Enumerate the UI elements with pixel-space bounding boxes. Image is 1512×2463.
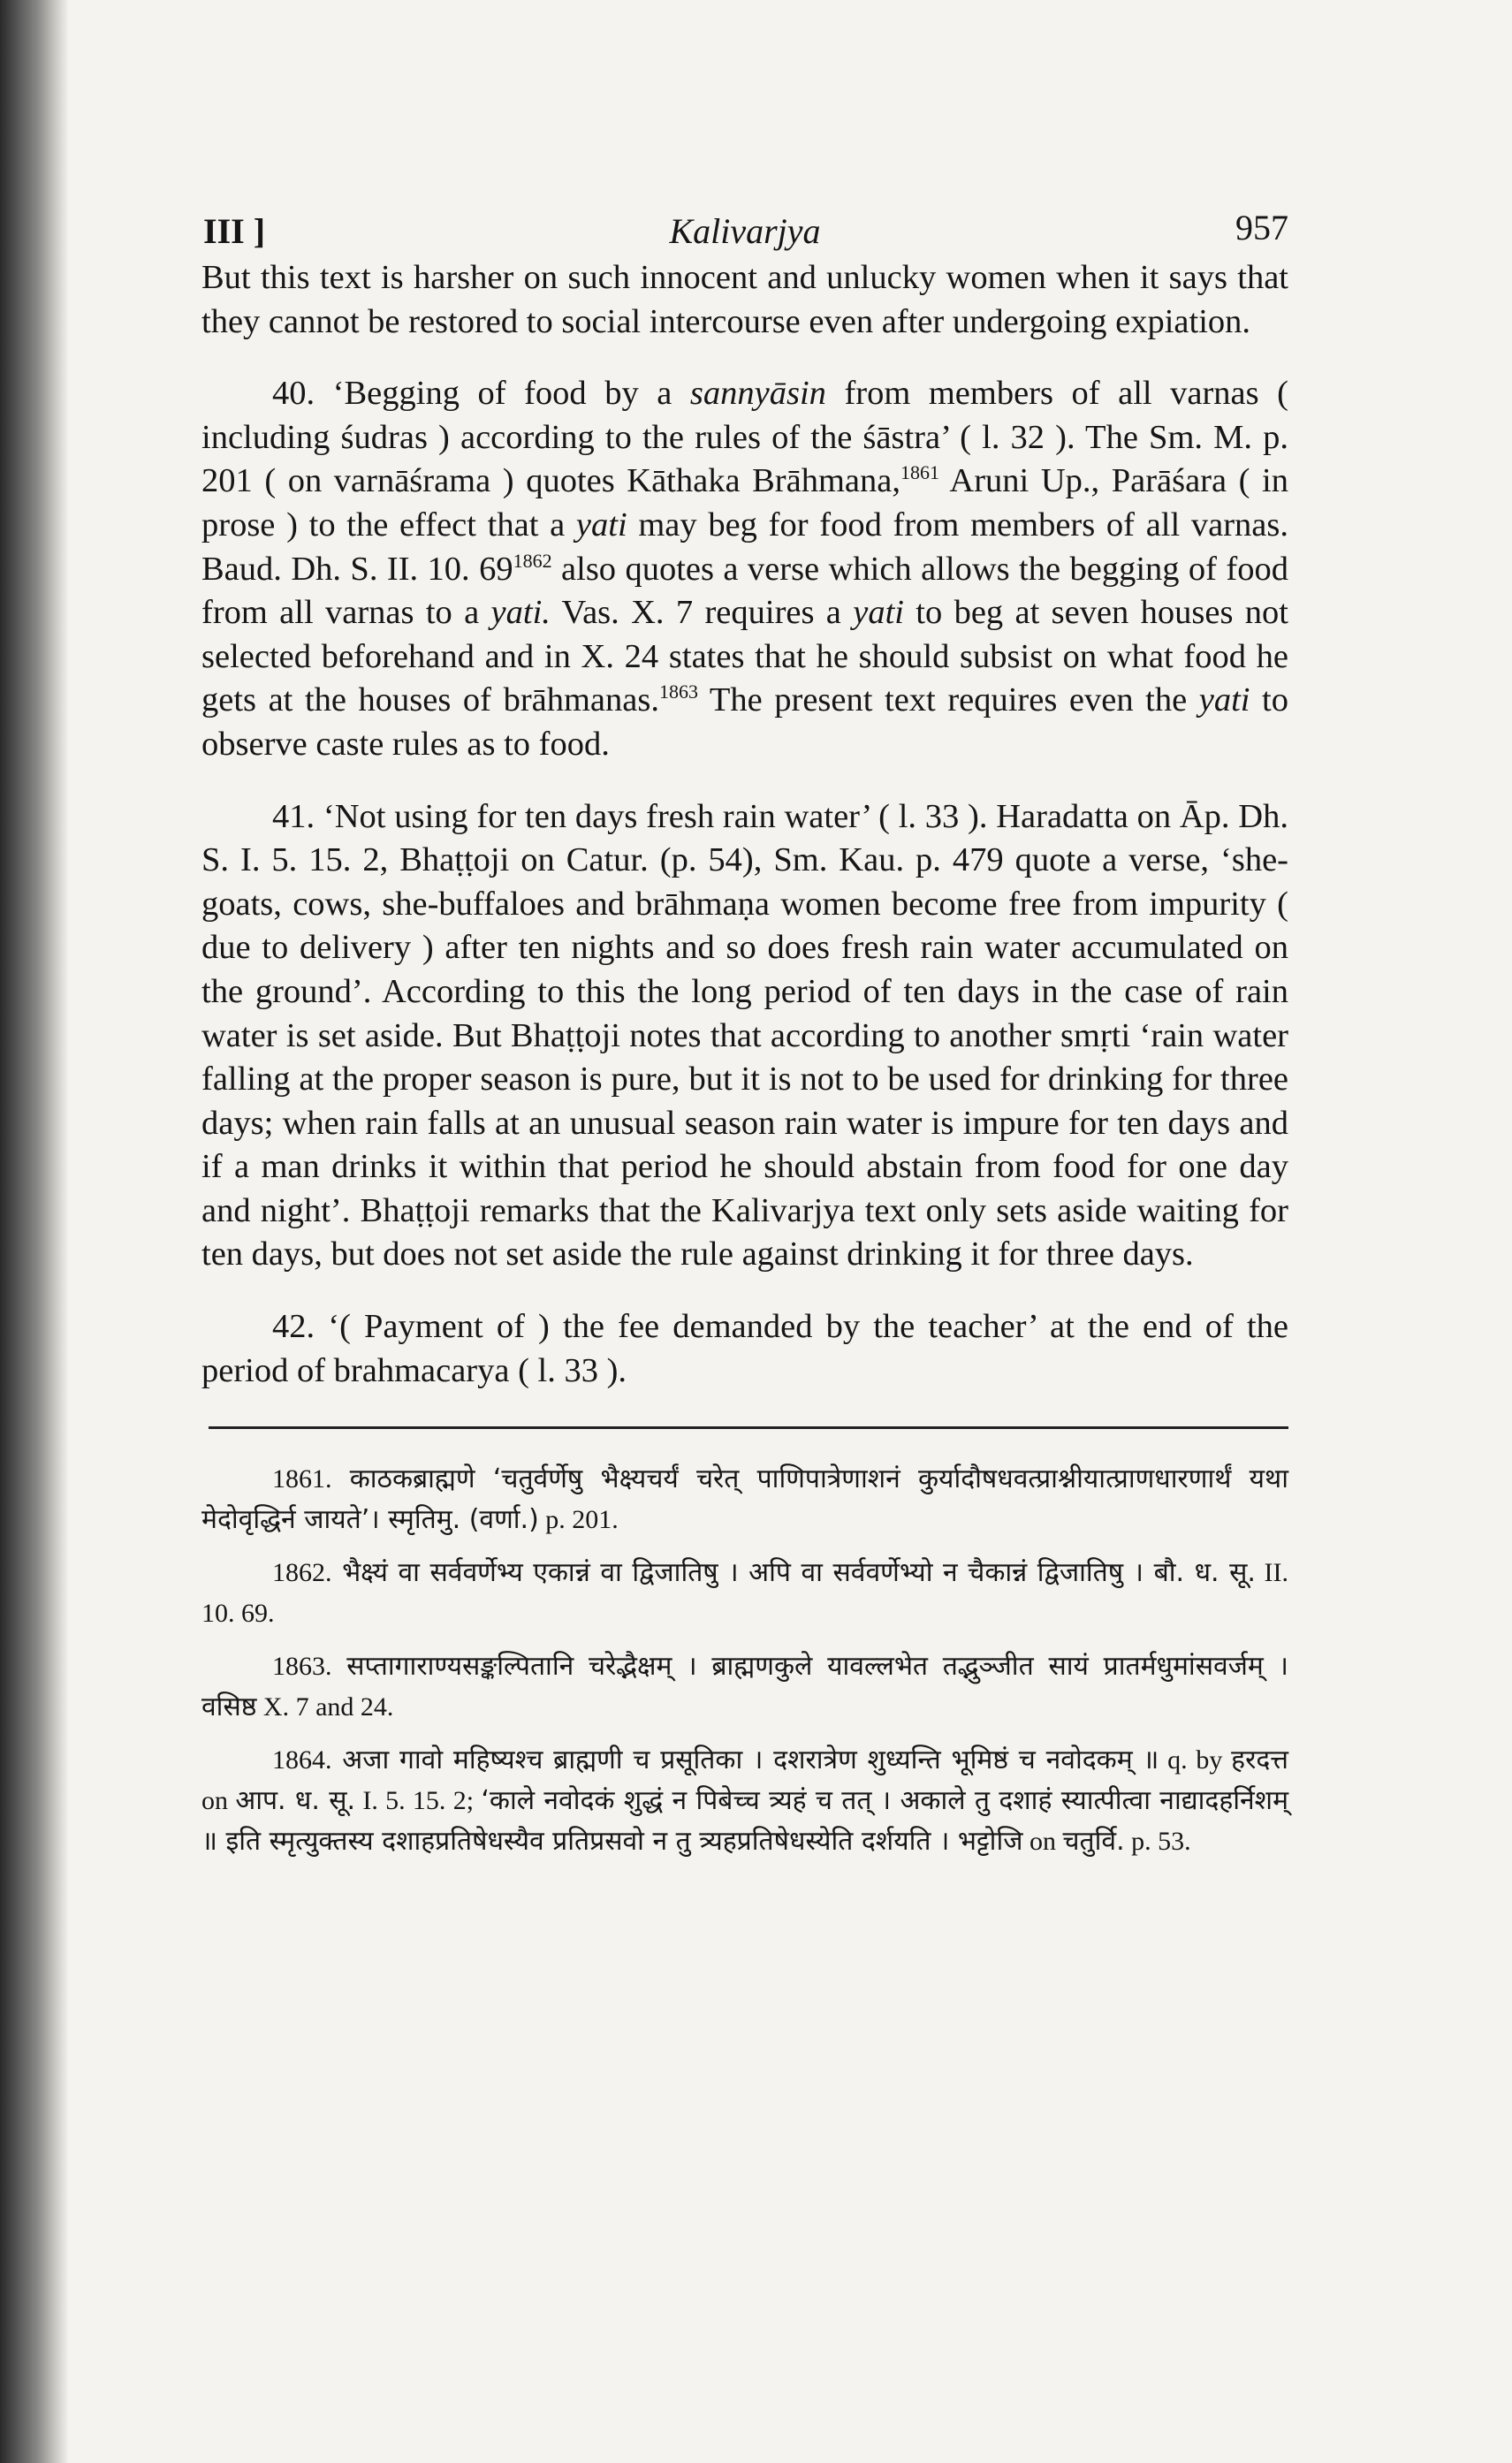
paragraph-42: 42. ‘( Payment of ) the fee demanded by the teacher’ at the end of the period of brahmacarya ( l. 33 ).: [201, 1308, 1288, 1389]
italic-term: yati: [1198, 681, 1250, 719]
footnote-number: 1863.: [272, 1652, 332, 1682]
main-text: [201, 256, 1288, 1393]
paragraph-40: 40. ‘Begging of food by a sannyāsin from members of all varnas ( including śudras ) according to the rules of the śāstra’ ( l. 32 ). The Sm. M. p. 201 ( on varnāśrama ) quotes Kāthaka Brāhmana,$^{1861}$ Aruni Up., Parāśara ( in prose ) to the effect that a yati may beg for food from members of all varnas. Baud. Dh. S. II. 10. 69$^{1862}$ also quotes a verse which allows the begging of food from all varnas to a yati. Vas. X. 7 requires a yati to beg at seven houses not selected beforehand and in X. 24 states that he should subsist on what food he gets at the houses of brāhmanas.$^{1863}$ The present text requires even the yati to observe caste rules as to food.: [201, 375, 1289, 763]
italic-term: sannyāsin: [689, 375, 826, 413]
chapter-marker: III ]: [203, 211, 266, 251]
paragraph-number: 41.: [272, 797, 315, 835]
italic-term: yati: [853, 594, 904, 632]
italic-term: yati: [575, 506, 627, 544]
page-number: 957: [1235, 208, 1288, 247]
running-title: Kalivarjya: [669, 211, 821, 251]
footnote-1864: 1864. अजा गावो महिष्यश्च ब्राह्मणी च प्रसूतिका । दशरात्रेण शुध्यन्ति भूमिष्ठं च नवोदकम् ॥ q. by हरदत्त on आप. ध. सू. I. 5. 15. 2; ‘काले नवोदकं शुद्धं न पिबेच्च त्र्यहं च तत् । अकाले तु दशाहं स्यात्पीत्वा नाद्यादहर्निशम् ॥ इति स्मृत्युक्तस्य दशाहप्रतिषेधस्यैव प्रतिप्रसवो न तु त्र्यहप्रतिषेधस्येति दर्शयति । भट्टोजि on चतुर्वि. p. 53.: [201, 1745, 1289, 1858]
paragraph-number: 42.: [272, 1308, 315, 1346]
footnote-divider: [209, 1426, 1288, 1429]
footnote-ref: 1861: [900, 461, 939, 484]
paragraph-41: 41. ‘Not using for ten days fresh rain water’ ( l. 33 ). Haradatta on Āp. Dh. S. I. 5. 15. 2, Bhaṭṭoji on Catur. (p. 54), Sm. Kau. p. 479 quote a verse, ‘she-goats, cows, she-buffaloes and brāhmaṇa women become free from impurity ( due to delivery ) after ten nights and so does fresh rain water accumulated on the ground’. According to this the long period of ten days in the case of rain water is set aside. But Bhaṭṭoji notes that according to another smṛti ‘rain water falling at the proper season is pure, but it is not to be used for drinking for three days; when rain falls at an unusual season rain water is impure for ten days and if a man drinks it within that period he should abstain from food for one day and night’. Bhaṭṭoji remarks that the Kalivarjya text only sets aside waiting for ten days, but does not set aside the rule against drinking it for three days.: [201, 797, 1288, 1273]
italic-term: yati.: [490, 594, 551, 632]
footnote-number: 1861.: [272, 1464, 332, 1494]
intro-paragraph: But this text is harsher on such innocent and unlucky women when it says that they cannot be restored to social intercourse even after undergoing expiation.: [201, 259, 1288, 340]
footnote-1861: 1861. काठकब्राह्मणे ‘चतुर्वर्णेषु भैक्ष्यचर्यं चरेत् पाणिपात्रेणाशनं कुर्यादौषधवत्प्राश्नीयात्प्राणधारणार्थं यथा मेदोवृद्धिर्न जायते’। स्मृतिमु. (वर्णा.) p. 201.: [201, 1463, 1288, 1536]
footnote-number: 1862.: [272, 1558, 332, 1588]
footnote-1863: 1863. सप्तागाराण्यसङ्कल्पितानि चरेद्भैक्षम् । ब्राह्मणकुले यावल्लभेत तद्भुञ्जीत सायं प्रातर्मधुमांसवर्जम् । वसिष्ठ X. 7 and 24.: [201, 1651, 1288, 1723]
footnote-number: 1864.: [272, 1745, 332, 1775]
footnote-ref: 1863: [658, 680, 698, 703]
book-binding-shadow: [0, 0, 69, 2463]
footnotes: [201, 1459, 1288, 1862]
footnote-ref: 1862: [513, 549, 552, 572]
book-page: [201, 194, 1288, 1862]
paragraph-number: 40.: [272, 375, 315, 413]
footnote-1862: 1862. भैक्ष्यं वा सर्ववर्णेभ्य एकान्नं वा द्विजातिषु । अपि वा सर्ववर्णेभ्यो न चैकान्नं द्विजातिषु । बौ. ध. सू. II. 10. 69.: [201, 1557, 1288, 1629]
running-header: [201, 194, 1288, 256]
